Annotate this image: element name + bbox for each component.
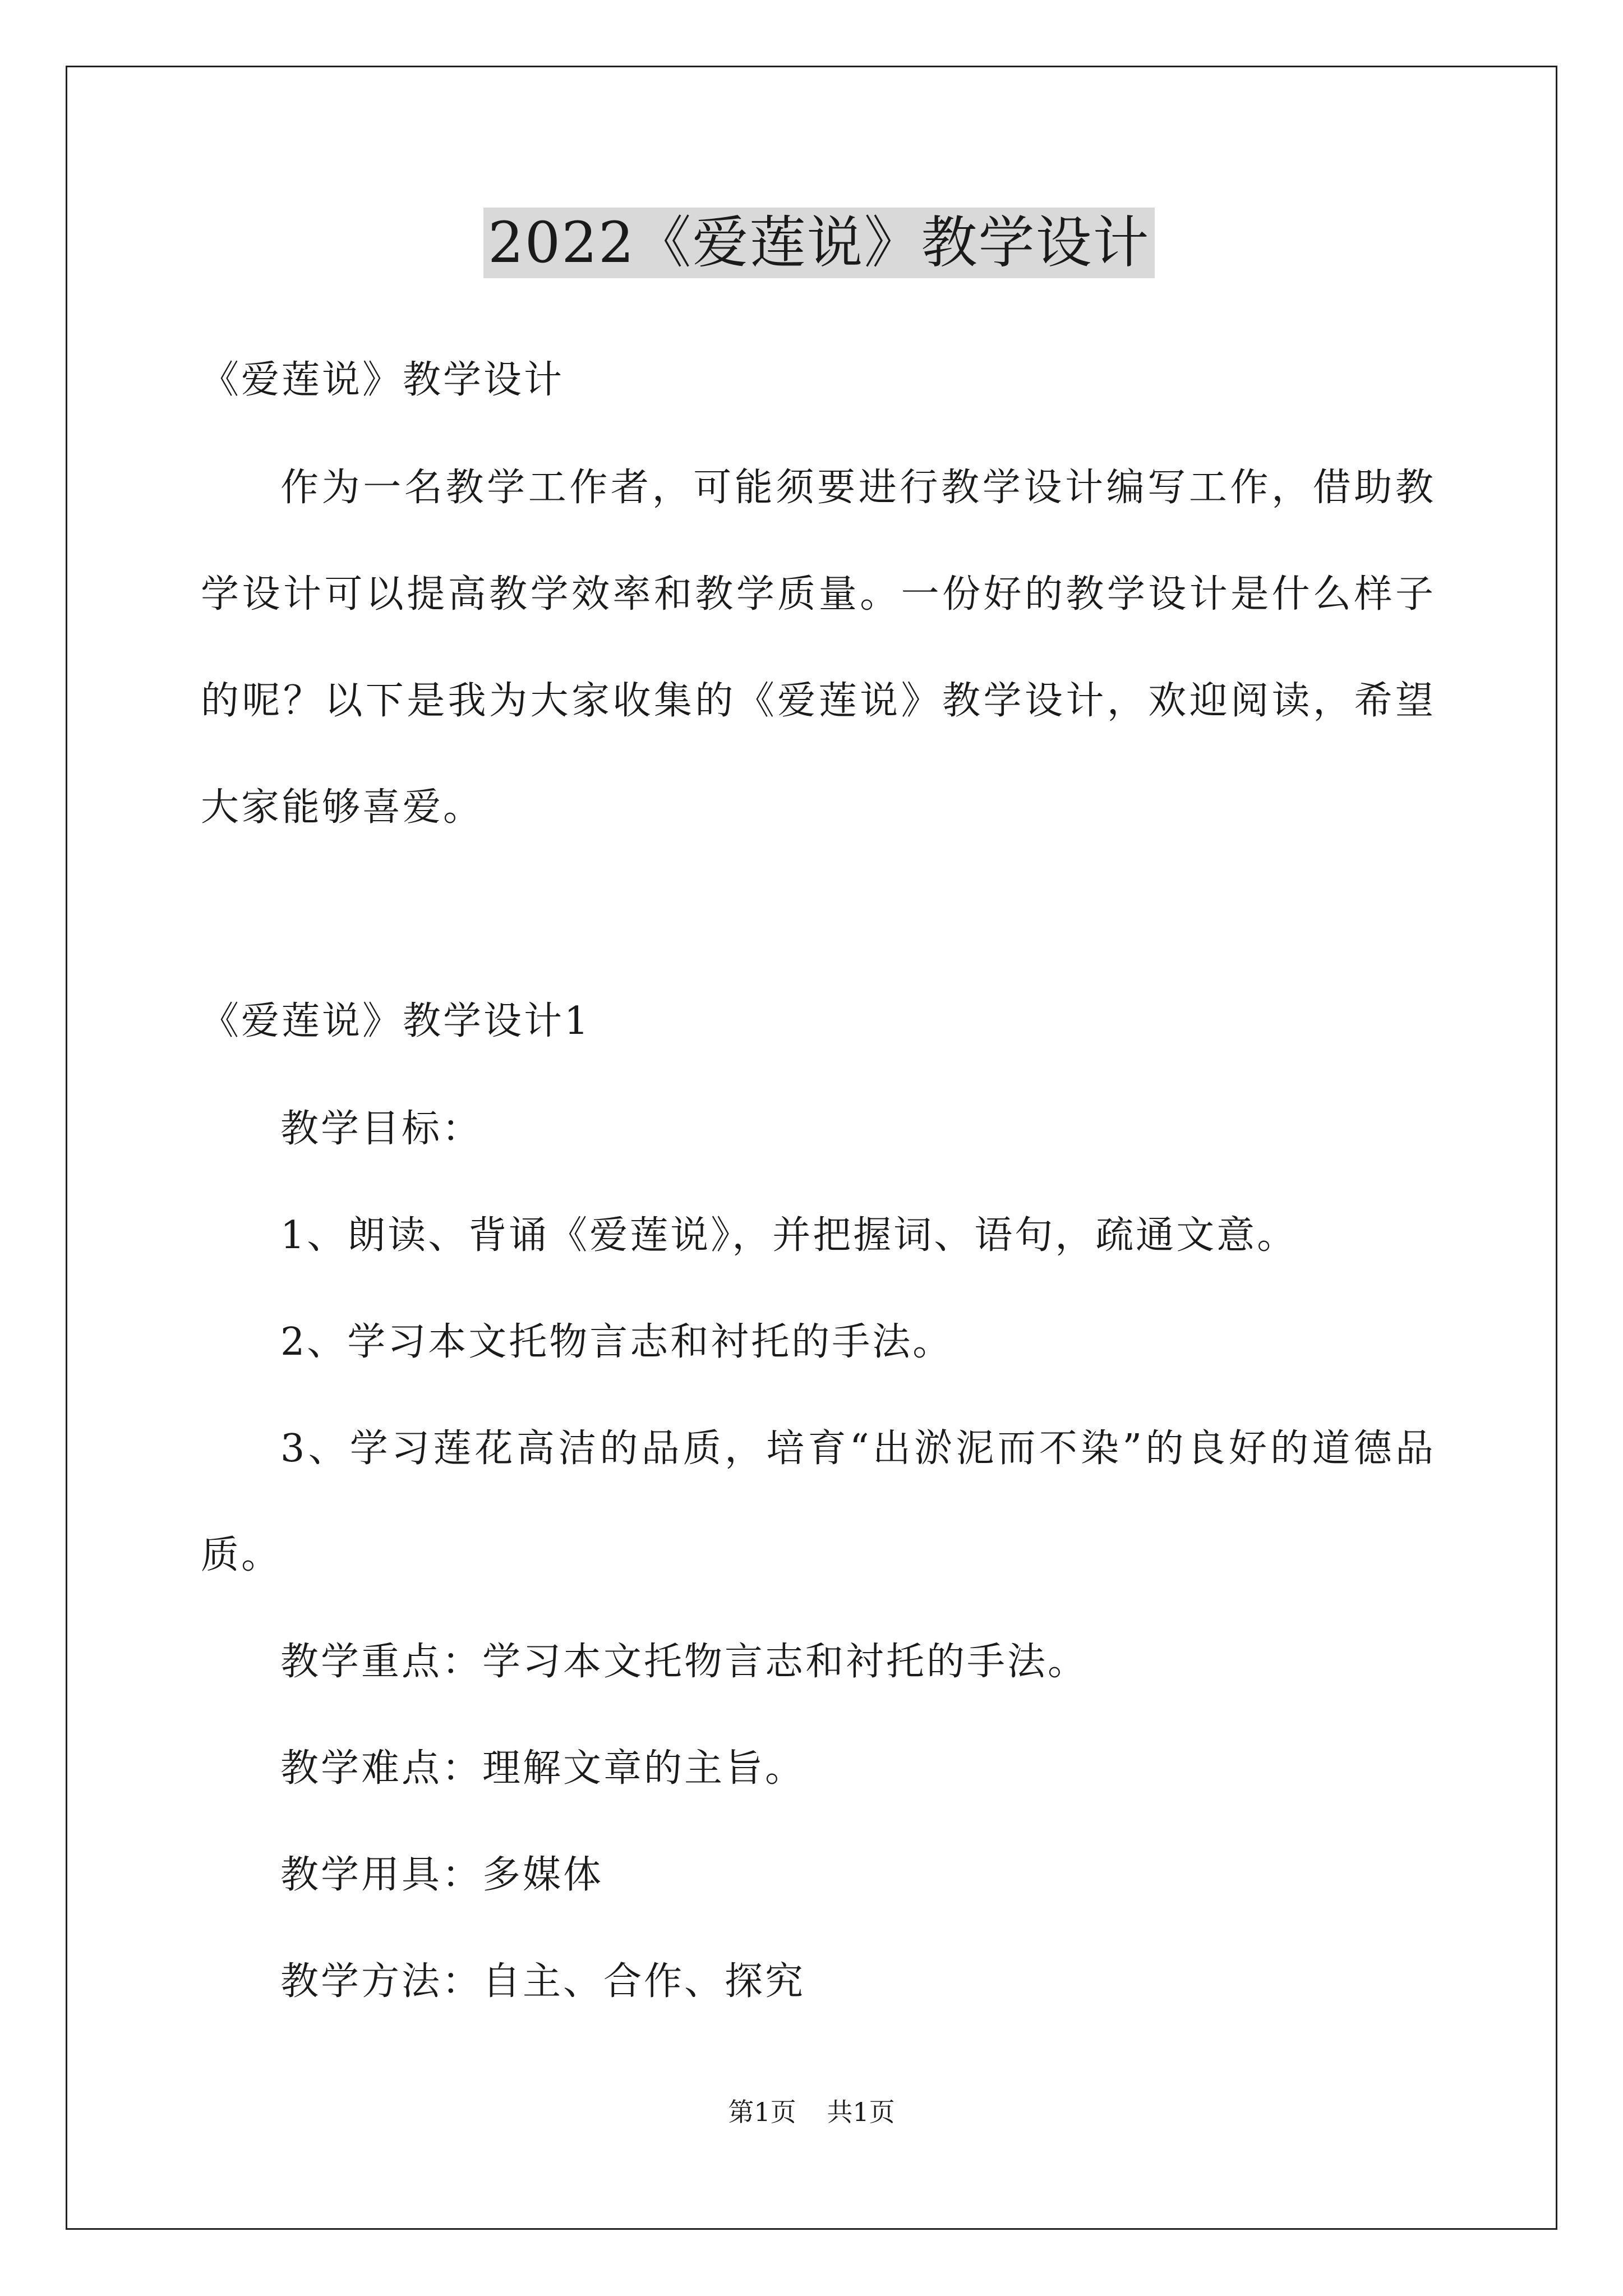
difficulty: 教学难点：理解文章的主旨。	[280, 1746, 806, 1791]
objectives-label: 教学目标：	[280, 1107, 483, 1151]
key-point: 教学重点：学习本文托物言志和衬托的手法。	[280, 1640, 1089, 1684]
teaching-methods: 教学方法：自主、合作、探究	[280, 1959, 806, 2004]
section-heading: 《爱莲说》教学设计1	[201, 999, 591, 1043]
document-subtitle: 《爱莲说》教学设计	[201, 358, 565, 402]
objective-3-line-1: 3、学习莲花高洁的品质，培育“出淤泥而不染”的良好的道德品	[280, 1427, 1435, 1471]
teaching-tools: 教学用具：多媒体	[280, 1853, 604, 1897]
intro-line-2: 学设计可以提高教学效率和教学质量。一份好的教学设计是什么样子	[201, 572, 1435, 616]
intro-line-3: 的呢？以下是我为大家收集的《爱莲说》教学设计，欢迎阅读，希望	[201, 679, 1435, 723]
intro-line-4: 大家能够喜爱。	[201, 785, 484, 830]
page-footer	[0, 2095, 1623, 2129]
objective-3-line-2: 质。	[201, 1533, 282, 1577]
objective-2: 2、学习本文托物言志和衬托的手法。	[280, 1320, 953, 1364]
document-title: 2022《爱莲说》教学设计	[483, 208, 1155, 278]
intro-line-1: 作为一名教学工作者，可能须要进行教学设计编写工作，借助教	[280, 466, 1435, 510]
page-total: 共1页	[827, 2097, 895, 2127]
page-number: 第1页	[728, 2097, 796, 2127]
objective-1: 1、朗读、背诵《爱莲说》，并把握词、语句，疏通文意。	[280, 1213, 1298, 1258]
